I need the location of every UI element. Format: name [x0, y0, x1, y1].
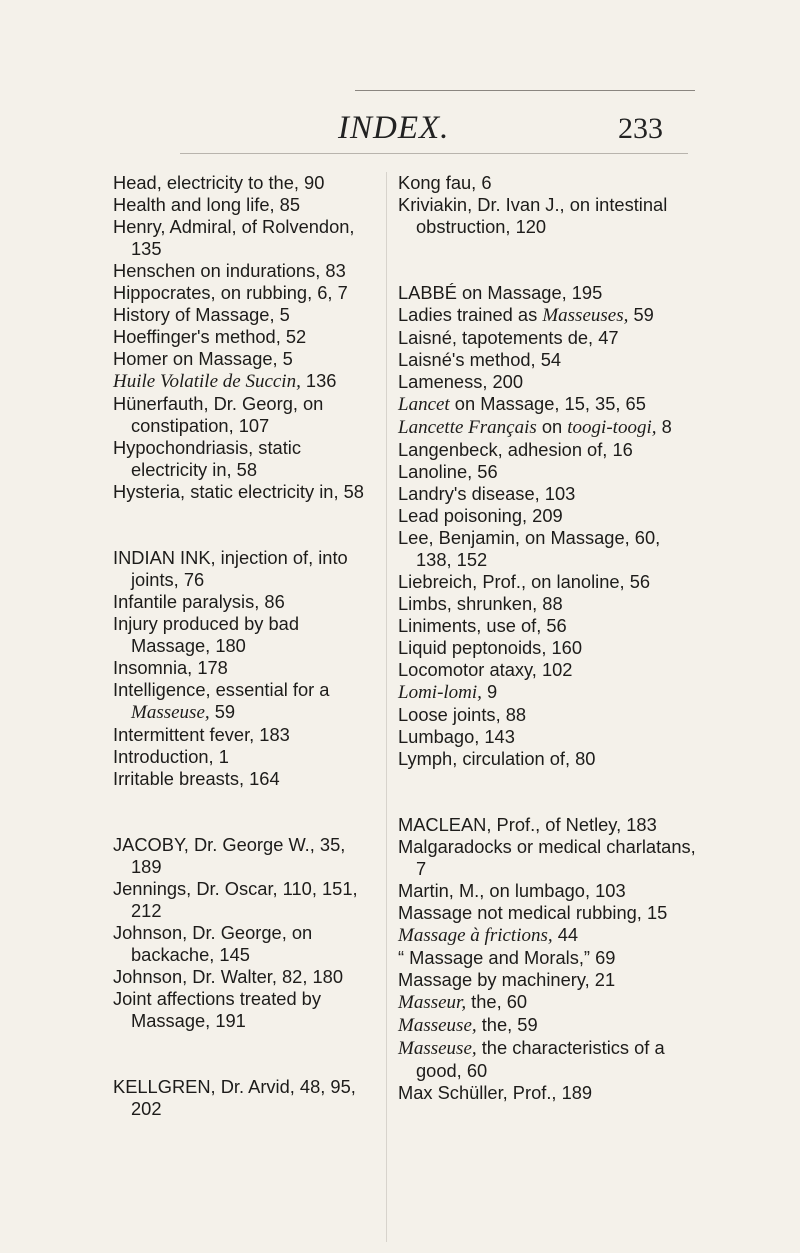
index-entry [113, 591, 375, 613]
entry-text: Lumbago, 143 [398, 726, 515, 747]
index-entry [398, 615, 696, 637]
entry-text: Hünerfauth, Dr. Georg, on constipation, 107 [113, 393, 324, 436]
index-entry [113, 679, 375, 724]
entry-text-rest: the, 59 [476, 1014, 538, 1035]
header-rule-top [355, 90, 695, 91]
page-number: 233 [618, 112, 663, 145]
index-entry [398, 282, 696, 304]
index-column-right [398, 172, 696, 1104]
index-entry [398, 349, 696, 371]
index-entry [398, 1014, 696, 1037]
entry-text: Martin, M., on lumbago, 103 [398, 880, 626, 901]
entry-text: Introduction, 1 [113, 746, 229, 767]
entry-italic-text: Lancet [398, 394, 450, 415]
index-letter-group [398, 172, 696, 238]
entry-italic-text: Masseuse, [398, 1038, 477, 1059]
entry-text: Langenbeck, adhesion of, 16 [398, 439, 633, 460]
index-entry [113, 1076, 375, 1120]
entry-text: Injury produced by bad Massage, 180 [113, 613, 299, 656]
entry-italic-text: Masseuse, [131, 702, 210, 723]
index-column-left [113, 172, 375, 1120]
entry-text: Loose joints, 88 [398, 704, 527, 725]
entry-italic-text: Lancette Français [398, 417, 537, 438]
index-entry [113, 922, 375, 966]
index-entry [398, 659, 696, 681]
entry-text-rest: 136 [300, 370, 337, 391]
index-entry [113, 437, 375, 481]
index-entry [398, 704, 696, 726]
entry-text: History of Massage, 5 [113, 304, 290, 325]
index-entry [398, 924, 696, 947]
index-entry [398, 505, 696, 527]
entry-text: Kong fau, 6 [398, 172, 492, 193]
entry-text: Liniments, use of, 56 [398, 615, 567, 636]
entry-text: KELLGREN, Dr. Arvid, 48, 95, 202 [113, 1076, 356, 1119]
entry-italic-text: Masseuse, [398, 1015, 477, 1036]
entry-text: Kriviakin, Dr. Ivan J., on intestinal obstruction, 120 [398, 194, 668, 237]
entry-text: Johnson, Dr. Walter, 82, 180 [113, 966, 343, 987]
index-letter-group [113, 547, 375, 790]
entry-text: Locomotor ataxy, 102 [398, 659, 573, 680]
index-entry [113, 304, 375, 326]
index-entry [398, 748, 696, 770]
index-entry [113, 393, 375, 437]
entry-text-rest: the characteristics of a good, 60 [416, 1037, 665, 1081]
entry-text: Insomnia, 178 [113, 657, 228, 678]
index-letter-group [113, 834, 375, 1032]
entry-text-rest: 9 [481, 681, 498, 702]
entry-text: Massage not medical rubbing, 15 [398, 902, 668, 923]
index-entry [113, 216, 375, 260]
index-entry [398, 194, 696, 238]
index-entry [398, 571, 696, 593]
entry-italic-text: toogi-toogi, [567, 417, 657, 438]
entry-italic-text: Masseuses, [542, 305, 629, 326]
entry-text: Irritable breasts, 164 [113, 768, 280, 789]
entry-italic-text: Massage à frictions, [398, 925, 553, 946]
entry-text: Liebreich, Prof., on lanoline, 56 [398, 571, 651, 592]
entry-text: Intelligence, essential for a [113, 679, 330, 700]
entry-text: Hippocrates, on rubbing, 6, 7 [113, 282, 348, 303]
index-entry [113, 613, 375, 657]
entry-text: Infantile paralysis, 86 [113, 591, 285, 612]
index-entry [398, 681, 696, 704]
entry-text: Henry, Admiral, of Rolvendon, 135 [113, 216, 355, 259]
index-entry [398, 1037, 696, 1082]
index-entry [398, 836, 696, 880]
entry-text: Homer on Massage, 5 [113, 348, 293, 369]
entry-text: Laisné's method, 54 [398, 349, 562, 370]
index-entry [113, 370, 375, 393]
entry-text: Intermittent fever, 183 [113, 724, 290, 745]
entry-text: Liquid peptonoids, 160 [398, 637, 582, 658]
entry-italic-text: Lomi-lomi, [398, 682, 482, 703]
entry-text: Johnson, Dr. George, on backache, 145 [113, 922, 313, 965]
header-rule-bottom [180, 153, 688, 154]
index-entry [113, 768, 375, 790]
index-entry [113, 260, 375, 282]
index-entry [113, 194, 375, 216]
index-letter-group [398, 814, 696, 1104]
entry-text: Hoeffinger's method, 52 [113, 326, 307, 347]
index-entry [398, 327, 696, 349]
entry-text: Lead poisoning, 209 [398, 505, 563, 526]
entry-text: Lymph, circulation of, 80 [398, 748, 596, 769]
index-entry [398, 1082, 696, 1104]
entry-text-rest: on [536, 416, 568, 437]
entry-text: Jennings, Dr. Oscar, 110, 151, 212 [113, 878, 358, 921]
index-entry [113, 481, 375, 503]
entry-text: “ Massage and Morals,” 69 [398, 947, 616, 968]
index-entry [113, 348, 375, 370]
index-entry [113, 966, 375, 988]
index-entry [113, 172, 375, 194]
index-entry [398, 902, 696, 924]
index-entry [398, 947, 696, 969]
entry-text: JACOBY, Dr. George W., 35, 189 [113, 834, 346, 877]
entry-text: Lanoline, 56 [398, 461, 498, 482]
entry-text: Malgaradocks or medical charlatans, 7 [398, 836, 696, 879]
entry-text: LABBÉ on Massage, 195 [398, 282, 603, 303]
index-entry [398, 304, 696, 327]
entry-text: Joint affections treated by Massage, 191 [113, 988, 321, 1031]
entry-text-rest: on Massage, 15, 35, 65 [449, 393, 646, 414]
entry-italic-text: Masseur, [398, 992, 467, 1013]
entry-text-rest: 59 [209, 701, 236, 722]
index-entry [398, 726, 696, 748]
index-entry [398, 637, 696, 659]
index-entry [398, 880, 696, 902]
entry-text-rest: 44 [552, 924, 579, 945]
entry-text-rest: 8 [656, 416, 672, 437]
index-entry [398, 371, 696, 393]
entry-text: Ladies trained as [398, 304, 543, 325]
index-entry [398, 439, 696, 461]
entry-text: Head, electricity to the, 90 [113, 172, 325, 193]
index-entry [113, 657, 375, 679]
column-divider [386, 172, 387, 1242]
entry-text-rest: the, 60 [466, 991, 528, 1012]
entry-text-rest: 59 [628, 304, 654, 325]
entry-text: Hypochondriasis, static electricity in, 58 [113, 437, 301, 480]
running-title: INDEX. [338, 110, 450, 146]
index-entry [113, 834, 375, 878]
index-entry [398, 814, 696, 836]
entry-text: INDIAN INK, injection of, into joints, 76 [113, 547, 348, 590]
entry-text: Health and long life, 85 [113, 194, 301, 215]
index-letter-group [398, 282, 696, 770]
entry-text: Max Schüller, Prof., 189 [398, 1082, 593, 1103]
index-entry [398, 416, 696, 439]
entry-text: MACLEAN, Prof., of Netley, 183 [398, 814, 657, 835]
index-entry [113, 746, 375, 768]
entry-text: Henschen on indurations, 83 [113, 260, 346, 281]
index-entry [113, 724, 375, 746]
index-entry [113, 988, 375, 1032]
index-letter-group [113, 1076, 375, 1120]
entry-text: Massage by machinery, 21 [398, 969, 616, 990]
entry-text: Hysteria, static electricity in, 58 [113, 481, 364, 502]
entry-italic-text: Huile Volatile de Succin, [113, 371, 301, 392]
index-entry [398, 461, 696, 483]
index-entry [398, 969, 696, 991]
index-entry [398, 483, 696, 505]
index-entry [398, 991, 696, 1014]
index-entry [113, 326, 375, 348]
index-entry [113, 547, 375, 591]
entry-text: Landry's disease, 103 [398, 483, 576, 504]
entry-text: Laisné, tapotements de, 47 [398, 327, 619, 348]
index-entry [113, 878, 375, 922]
index-entry [398, 593, 696, 615]
index-entry [113, 282, 375, 304]
entry-text: Limbs, shrunken, 88 [398, 593, 563, 614]
entry-text: Lee, Benjamin, on Massage, 60, 138, 152 [398, 527, 661, 570]
index-letter-group [113, 172, 375, 503]
index-entry [398, 172, 696, 194]
index-entry [398, 527, 696, 571]
index-entry [398, 393, 696, 416]
entry-text: Lameness, 200 [398, 371, 524, 392]
